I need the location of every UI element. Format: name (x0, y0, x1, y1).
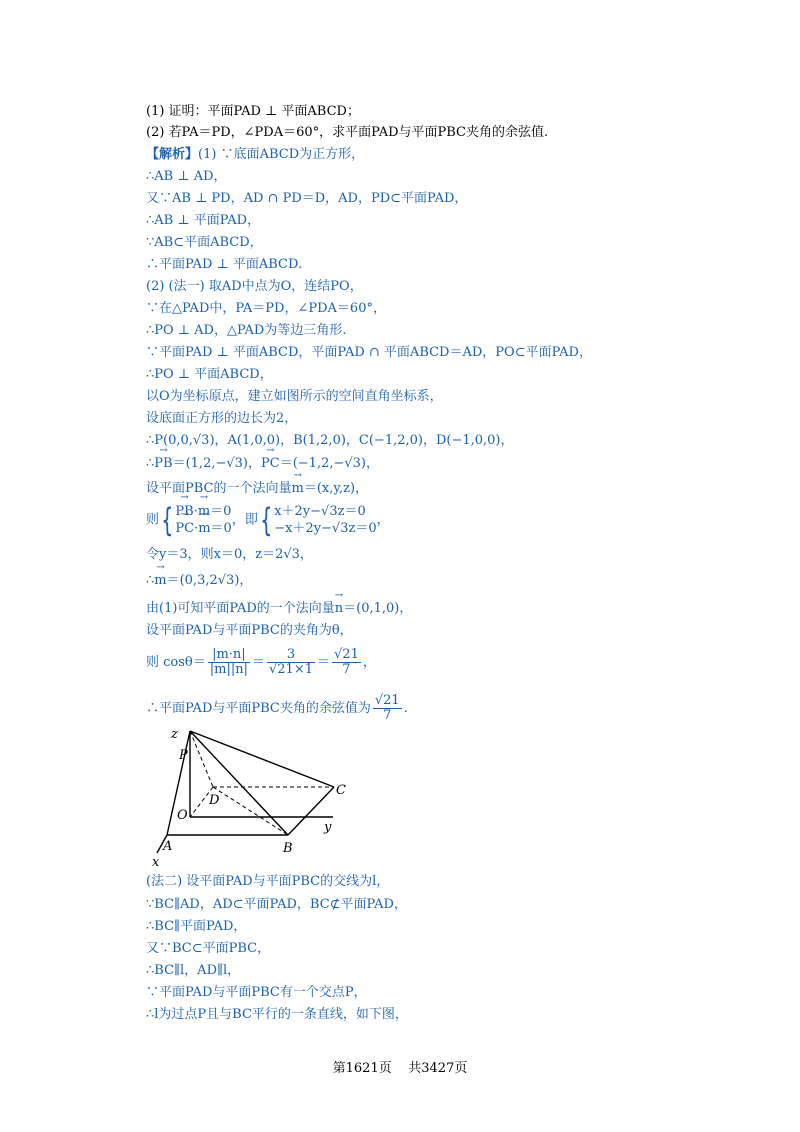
page-footer (0, 1057, 800, 1076)
question-part-2: (2) 若PA＝PD，∠PDA＝60°，求平面PAD与平面PBC夹角的余弦值. (146, 125, 549, 140)
solution-line-13: 设底面正方形的边长为2， (146, 411, 298, 426)
method2-line-5: ∴BC∥l，AD∥l， (146, 963, 241, 978)
method2-line-6: ∵平面PAD与平面PBC有一个交点P， (146, 985, 367, 1000)
solution-conclusion: ∴平面PAD与平面PBC夹角的余弦值为 $\frac{√21}{7}$ . (146, 693, 408, 723)
solution-line-3: 又∵AB ⊥ PD，AD ∩ PD＝D，AD，PD⊂平面PAD， (146, 191, 468, 206)
label-d: D (209, 793, 220, 808)
solution-line-21: 设平面PAD与平面PBC的夹角为θ， (146, 623, 353, 638)
label-x: x (152, 855, 160, 870)
solution-line-15: ∴→ PB＝(1,2,−√3)，→ PC＝(−1,2,−√3)， (146, 456, 379, 472)
solution-line-2: ∴AB ⊥ AD， (146, 169, 227, 184)
equation-system: 则{ → PB·→ m＝0 → PC·→ m＝0 ，即{ x＋2y−√3z＝0 −x＋2y−√3z＝0 ， (146, 503, 390, 537)
method2-line-7: ∴l为过点P且与BC平行的一条直线，如下图， (146, 1007, 408, 1022)
solution-line-18: 令y＝3，则x＝0，z＝2√3， (146, 547, 313, 562)
label-z: z (171, 727, 178, 742)
question-part-1: (1) 证明：平面PAD ⊥ 平面ABCD； (146, 104, 360, 119)
solution-line-6: ∴平面PAD ⊥ 平面ABCD. (146, 257, 303, 272)
page-number: 第1621页 (332, 1061, 392, 1076)
solution-line-16: 设平面PBC的一个法向量→ m＝(x,y,z)， (146, 481, 368, 497)
method2-line-4: 又∵BC⊂平面PBC， (146, 941, 271, 956)
solution-line-5: ∵AB⊂平面ABCD， (146, 235, 263, 250)
solution-line-10: ∵平面PAD ⊥ 平面ABCD，平面PAD ∩ 平面ABCD＝AD，PO⊂平面PAD， (146, 345, 592, 360)
method2-line-3: ∴BC∥平面PAD， (146, 919, 247, 934)
total-pages: 共3427页 (408, 1061, 468, 1076)
label-o: O (177, 808, 188, 823)
method2-line-2: ∵BC∥AD，AD⊂平面PAD，BC⊄平面PAD， (146, 897, 407, 912)
solution-line-19: ∴→ m＝(0,3,2√3)， (146, 573, 252, 589)
label-p: P (179, 748, 188, 763)
label-b: B (283, 841, 293, 856)
solution-line-8: ∵在△PAD中，PA＝PD，∠PDA＝60°， (146, 301, 386, 316)
cosine-formula: 则 cosθ＝ $\frac{|m\cdot n|}{|m||n|}$ ＝ $\frac{3}{√21\times 1}$ ＝ $\frac{√21}{7}$ ， (146, 647, 376, 677)
solution-line-9: ∴PO ⊥ AD，△PAD为等边三角形. (146, 323, 347, 338)
solution-line-20: 由(1)可知平面PAD的一个法向量→ n＝(0,1,0)， (146, 601, 412, 617)
method2-line-1: (法二) 设平面PAD与平面PBC的交线为l， (146, 874, 390, 889)
label-y: y (324, 820, 332, 835)
solution-line-11: ∴PO ⊥ 平面ABCD， (146, 367, 273, 382)
label-a: A (163, 839, 173, 854)
solution-line-14: ∴P(0,0,√3)，A(1,0,0)，B(1,2,0)，C(−1,2,0)，D(−1,0,0)， (146, 433, 514, 448)
solution-line-1: 【解析】(1) ∵底面ABCD为正方形， (146, 147, 365, 162)
label-c: C (336, 783, 346, 798)
analysis-tag: 【解析】 (146, 147, 199, 162)
solution-line-12: 以O为坐标原点，建立如图所示的空间直角坐标系， (146, 389, 443, 404)
solution-line-7: (2) (法一) 取AD中点为O，连结PO， (146, 279, 363, 294)
solution-line-4: ∴AB ⊥ 平面PAD， (146, 213, 261, 228)
pyramid-figure (143, 725, 363, 870)
